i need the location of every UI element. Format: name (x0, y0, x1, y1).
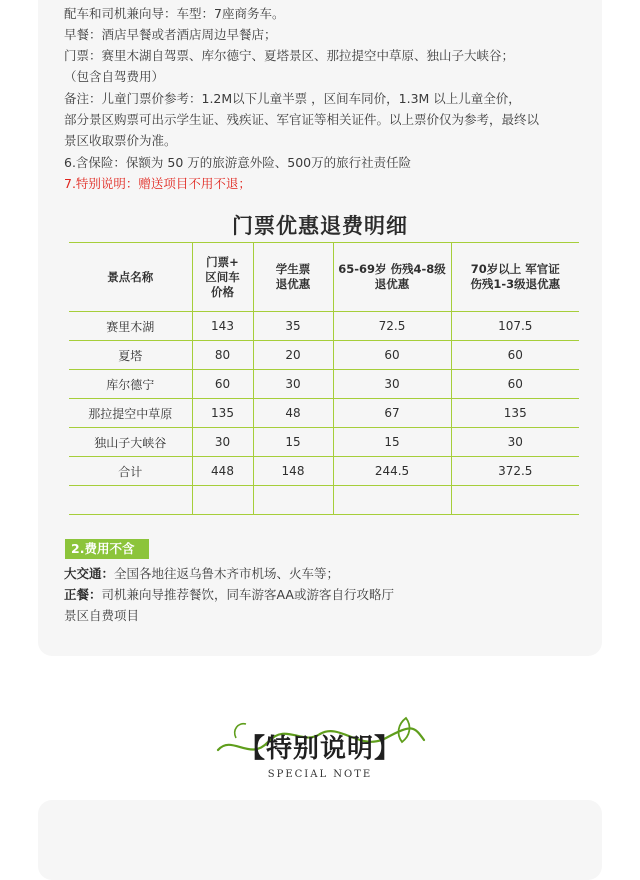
table-empty-row (69, 486, 579, 515)
header-spot: 景点名称 (69, 243, 192, 312)
cell-empty (333, 486, 451, 515)
cell-senior: 244.5 (333, 457, 451, 486)
cell-student: 20 (253, 341, 333, 370)
table-row (69, 428, 579, 457)
cell-empty (69, 486, 192, 515)
cell-spot: 独山子大峡谷 (69, 428, 192, 457)
cell-elder: 135 (451, 399, 579, 428)
cell-student: 48 (253, 399, 333, 428)
cell-student: 30 (253, 370, 333, 399)
cell-price: 448 (192, 457, 253, 486)
line-breakfast: 早餐：酒店早餐或者酒店周边早餐店； (64, 27, 277, 42)
table-total-row (69, 457, 579, 486)
cell-elder: 372.5 (451, 457, 579, 486)
cell-price: 135 (192, 399, 253, 428)
cell-empty (253, 486, 333, 515)
refund-table (69, 242, 579, 515)
line-scenic: 景区自费项目 (64, 608, 140, 623)
transport-label: 大交通： (64, 566, 115, 581)
special-note-header (210, 712, 430, 782)
cell-student: 148 (253, 457, 333, 486)
cell-senior: 60 (333, 341, 451, 370)
line-transport (64, 566, 339, 582)
cell-elder: 60 (451, 341, 579, 370)
table-row (69, 312, 579, 341)
cell-elder: 107.5 (451, 312, 579, 341)
cell-student: 15 (253, 428, 333, 457)
table-header-row (69, 243, 579, 312)
cell-elder: 30 (451, 428, 579, 457)
cell-empty (451, 486, 579, 515)
transport-text: 全国各地往返乌鲁木齐市机场、火车等； (114, 566, 340, 581)
special-note-title: 【特别说明】 (238, 734, 401, 764)
table-row (69, 341, 579, 370)
line-meal (64, 587, 394, 603)
cell-elder: 60 (451, 370, 579, 399)
line-tickets: 门票：赛里木湖自驾票、库尔德宁、夏塔景区、那拉提空中草原、独山子大峡谷； (64, 48, 515, 63)
line-tickets-note: （包含自驾费用） (64, 69, 165, 84)
table-row (69, 399, 579, 428)
cell-price: 80 (192, 341, 253, 370)
cell-spot: 合计 (69, 457, 192, 486)
cell-senior: 15 (333, 428, 451, 457)
table-title: 门票优惠退费明细 (232, 214, 408, 238)
cell-price: 143 (192, 312, 253, 341)
line-insurance: 6.含保险：保额为 50 万的旅游意外险、500万的旅行社责任险 (64, 155, 412, 170)
meal-text: 司机兼向导推荐餐饮，同车游客AA或游客自行攻略厅 (101, 587, 394, 602)
excluded-badge: 2.费用不含 (65, 539, 149, 559)
line-driver: 配车和司机兼向导：车型：7座商务车。 (64, 6, 285, 21)
header-price: 门票+ 区间车 价格 (192, 243, 253, 312)
line-remark-1: 备注：儿童门票价参考：1.2M以下儿童半票 ，区间车同价，1.3M 以上儿童全价， (64, 91, 521, 106)
cell-spot: 赛里木湖 (69, 312, 192, 341)
cell-price: 30 (192, 428, 253, 457)
cell-student: 35 (253, 312, 333, 341)
table-row (69, 370, 579, 399)
cell-spot: 那拉提空中草原 (69, 399, 192, 428)
header-student: 学生票 退优惠 (253, 243, 333, 312)
line-remark-2: 部分景区购票可出示学生证、残疾证、军官证等相关证件。以上票价仅为参考，最终以 (64, 112, 540, 127)
cell-senior: 67 (333, 399, 451, 428)
cell-spot: 夏塔 (69, 341, 192, 370)
meal-label: 正餐： (64, 587, 102, 602)
cell-senior: 30 (333, 370, 451, 399)
header-senior: 65-69岁 伤残4-8级 退优惠 (333, 243, 451, 312)
cell-empty (192, 486, 253, 515)
special-note-subtitle: SPECIAL NOTE (267, 769, 373, 780)
line-remark-3: 景区收取票价为准。 (64, 133, 177, 148)
line-special: 7.特别说明：赠送项目不用不退； (64, 176, 251, 191)
next-card (38, 800, 602, 880)
header-elder: 70岁以上 军官证 伤残1-3级退优惠 (451, 243, 579, 312)
cell-price: 60 (192, 370, 253, 399)
cell-senior: 72.5 (333, 312, 451, 341)
cell-spot: 库尔德宁 (69, 370, 192, 399)
